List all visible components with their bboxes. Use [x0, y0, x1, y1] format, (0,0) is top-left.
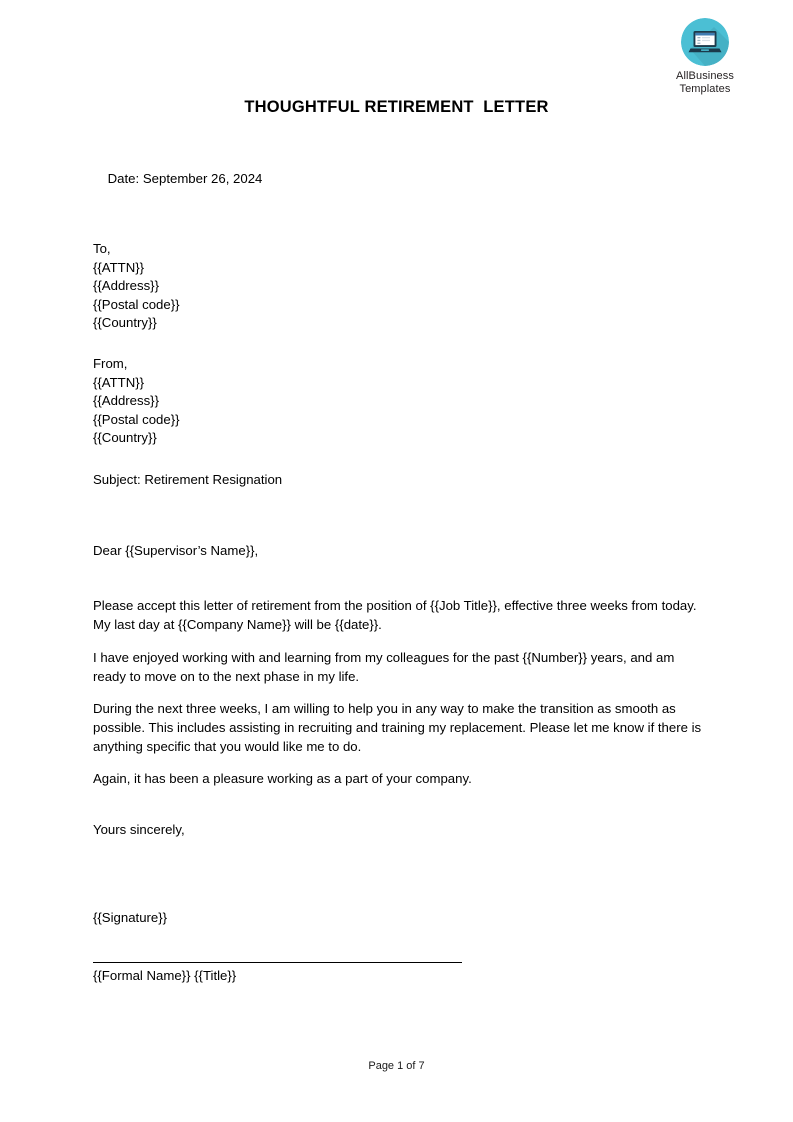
signature-rule-wrap	[93, 962, 462, 985]
sender-country: {{Country}}	[93, 430, 157, 446]
page-footer: Page 1 of 7	[368, 1060, 425, 1072]
recipient-postal-code: {{Postal code}}	[93, 296, 180, 312]
recipient-country: {{Country}}	[93, 315, 157, 331]
recipient-address-block	[93, 240, 705, 333]
laptop-icon	[681, 18, 729, 66]
sender-address: {{Address}}	[93, 393, 159, 409]
brand-name-line2: Templates	[679, 83, 731, 95]
body-paragraph-1: Please accept this letter of retirement from the position of {{Job Title}}, effective three weeks from today. My last day at {{Company Name}} will be {{date}}.	[93, 597, 697, 632]
brand-name-line1: AllBusiness	[676, 70, 734, 82]
recipient-heading: To,	[93, 241, 111, 256]
recipient-attn: {{ATTN}}	[93, 259, 145, 275]
formal-name-line: {{Formal Name}} {{Title}}	[93, 968, 237, 984]
body-paragraph-3: During the next three weeks, I am willing to help you in any way to make the transition as smooth as possible. This includes assisting in recruiting and training my replacement. Please let me know if there is anything specific that you would like me to do.	[93, 701, 702, 755]
date-value: September 26, 2024	[142, 171, 263, 186]
subject-line: Subject: Retirement Resignation	[93, 471, 283, 487]
date-label: Date:	[107, 171, 140, 186]
sender-postal-code: {{Postal code}}	[93, 411, 180, 427]
body-paragraph-4: Again, it has been a pleasure working as a part of your company.	[93, 771, 472, 787]
sender-attn: {{ATTN}}	[93, 374, 145, 390]
document-body	[93, 150, 705, 985]
sender-address-block	[93, 355, 705, 448]
body-paragraph-2: I have enjoyed working with and learning from my colleagues for the past {{Number}} years, and am ready to move on to the next phase in my life.	[93, 649, 675, 684]
date-line	[93, 150, 705, 207]
signature-placeholder: {{Signature}}	[93, 910, 168, 926]
sender-heading: From,	[93, 355, 128, 371]
brand-logo	[649, 18, 761, 96]
signature-line	[93, 962, 462, 963]
closing-line: Yours sincerely,	[93, 822, 185, 838]
page-title: THOUGHTFUL RETIREMENT LETTER	[244, 98, 549, 116]
recipient-address: {{Address}}	[93, 278, 159, 294]
salutation: Dear {{Supervisor’s Name}},	[93, 542, 259, 558]
